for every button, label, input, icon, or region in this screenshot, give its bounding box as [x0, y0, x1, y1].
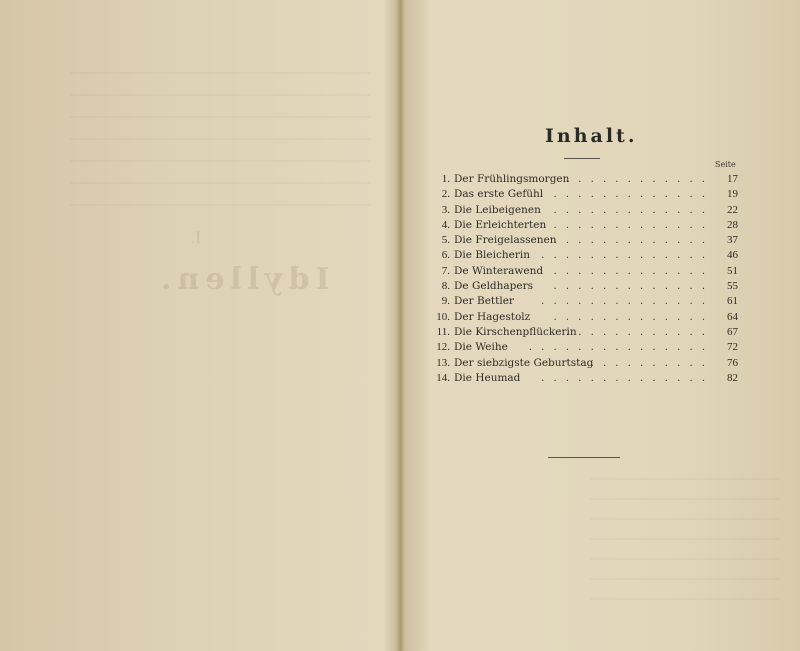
toc-entry [426, 279, 738, 294]
toc-entry-number: 10. [436, 310, 450, 323]
toc-entry-page: 72 [727, 341, 738, 354]
toc-entry-title: Die Weihe [454, 341, 508, 354]
toc-entry [426, 371, 738, 386]
toc-dot-leader: . . . . . . . . . . . . . [553, 204, 708, 216]
toc-dot-leader: . . . . . . . . . . . . . [553, 311, 708, 323]
right-page [400, 0, 800, 651]
closing-rule [548, 457, 620, 458]
toc-entry-number: 13. [436, 356, 450, 369]
toc-entry-title: Der Bettler [454, 295, 514, 308]
toc-entry-number: 8. [441, 280, 450, 293]
toc-entry-number: 6. [441, 249, 450, 262]
toc-entry-title: Die Kirschenpflückerin [454, 325, 577, 338]
toc-entry-title: De Geldhapers [454, 280, 534, 293]
toc-entry-number: 4. [441, 218, 450, 231]
toc-entry-page: 82 [727, 371, 738, 384]
toc-dot-leader: . . . . . . . . . . . . . . . [528, 342, 708, 354]
toc-entry-number: 14. [436, 371, 450, 384]
bleed-through-numeral: I. [190, 228, 202, 247]
toc-entry-number: 3. [441, 203, 450, 216]
toc-entry-page: 22 [727, 203, 738, 216]
toc-dot-leader: . . . . . . . . . . . . . [553, 265, 708, 277]
toc-entry-page: 19 [727, 188, 738, 201]
bleed-through-text-lines-right [590, 478, 780, 608]
toc-entry [426, 172, 738, 187]
toc-dot-leader: . . . . . . . . . . [590, 357, 708, 369]
toc-dot-leader: . . . . . . . . . . . . . . [541, 296, 708, 308]
toc-dot-leader: . . . . . . . . . . . . . . [541, 372, 708, 384]
toc-entry [426, 325, 738, 340]
toc-dot-leader: . . . . . . . . . . . . . [553, 235, 708, 247]
contents-heading: Inhalt. [545, 125, 638, 147]
toc-entry [426, 356, 738, 371]
toc-entry-title: Die Leibeigenen [454, 203, 541, 216]
toc-entry-title: De Winterawend [454, 264, 544, 277]
toc-entry-number: 11. [436, 325, 450, 338]
toc-entry-title: Die Erleichterten [454, 218, 547, 231]
toc-entry-number: 2. [441, 188, 450, 201]
toc-entry-page: 37 [727, 234, 738, 247]
toc-entry-page: 64 [727, 310, 738, 323]
toc-entry-title: Die Heumad [454, 371, 521, 384]
toc-entry [426, 218, 738, 233]
toc-entry-title: Der Hagestolz [454, 310, 531, 323]
toc-entry-page: 55 [727, 280, 738, 293]
toc-entry [426, 203, 738, 218]
toc-entry [426, 310, 738, 325]
table-of-contents [426, 172, 738, 386]
toc-entry-page: 67 [727, 325, 738, 338]
toc-entry-title: Der Frühlingsmorgen [454, 173, 570, 185]
toc-entry-page: 76 [727, 356, 738, 369]
toc-entry-title: Die Freigelassenen [454, 234, 557, 247]
toc-entry-number: 1. [441, 173, 450, 185]
toc-entry [426, 294, 738, 309]
toc-entry-title: Der siebzigste Geburtstag [454, 356, 594, 369]
toc-entry-page: 46 [727, 249, 738, 262]
bleed-through-title: Idyllen. [155, 262, 330, 297]
toc-dot-leader: . . . . . . . . . . . . . [553, 281, 708, 293]
toc-entry-title: Das erste Gefühl [454, 188, 544, 201]
toc-dot-leader: . . . . . . . . . . . . [565, 174, 708, 185]
toc-entry-number: 5. [441, 234, 450, 247]
toc-entry [426, 233, 738, 248]
toc-entry-title: Die Bleicherin [454, 249, 530, 262]
toc-entry-page: 17 [727, 173, 738, 185]
heading-rule [564, 158, 600, 159]
toc-entry [426, 187, 738, 202]
toc-entry [426, 340, 738, 355]
page-column-label: Seite [715, 160, 736, 169]
toc-entry [426, 248, 738, 263]
bleed-through-text-lines [70, 72, 370, 212]
toc-entry-number: 9. [441, 295, 450, 308]
toc-entry-page: 28 [727, 218, 738, 231]
toc-dot-leader: . . . . . . . . . . . . . [553, 189, 708, 201]
toc-dot-leader: . . . . . . . . . . . . [565, 326, 708, 338]
toc-dot-leader: . . . . . . . . . . . . . [553, 219, 708, 231]
toc-entry-page: 61 [727, 295, 738, 308]
toc-entry-number: 12. [436, 341, 450, 354]
toc-dot-leader: . . . . . . . . . . . . . . [541, 250, 708, 262]
toc-entry-page: 51 [727, 264, 738, 277]
toc-entry-number: 7. [441, 264, 450, 277]
toc-entry [426, 264, 738, 279]
